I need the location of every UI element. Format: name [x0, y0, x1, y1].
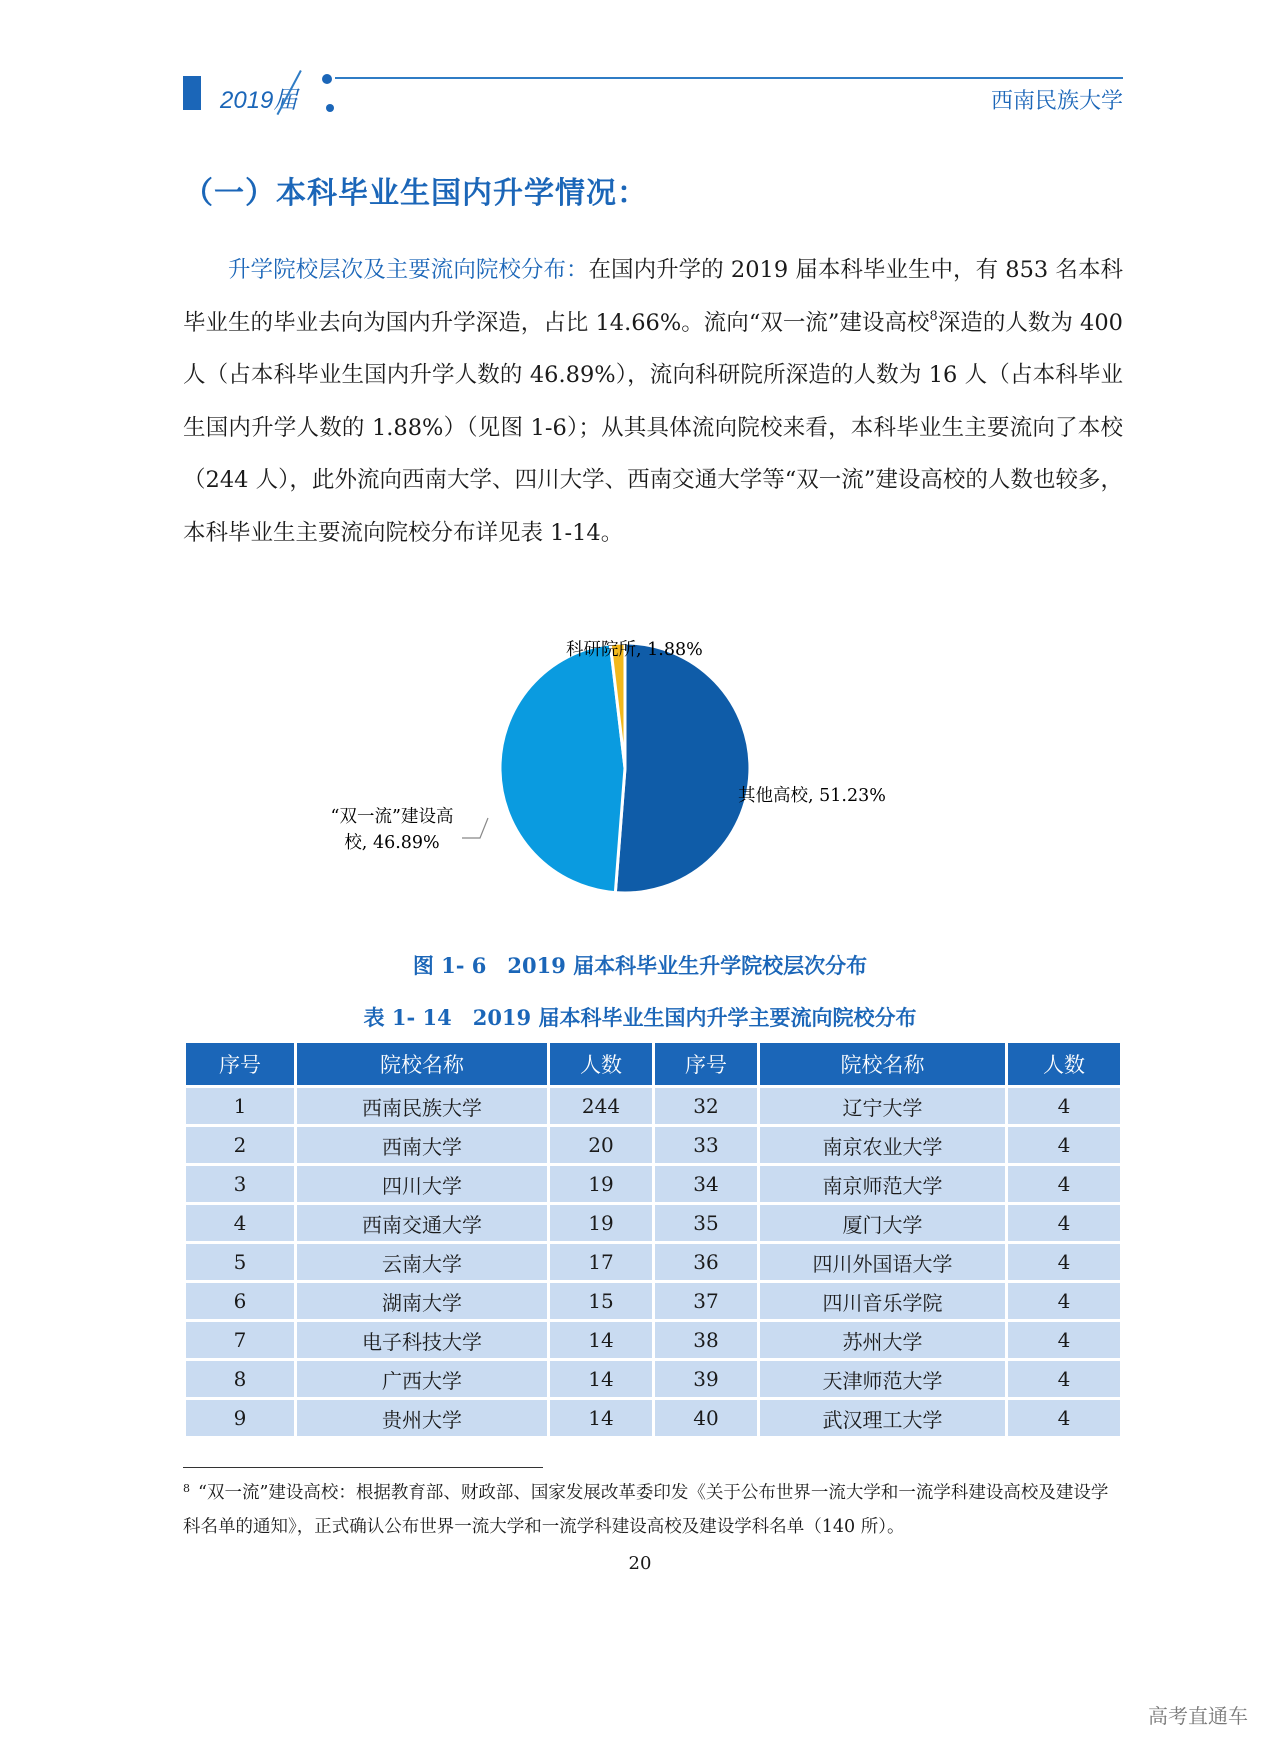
leader-line [462, 818, 488, 838]
cell-count: 4 [1008, 1205, 1120, 1241]
watermark: 高考直通车 [1148, 1704, 1248, 1728]
table-header-row [186, 1043, 1120, 1085]
footnote [183, 1476, 1123, 1544]
label-double-first-class-line1: “双一流”建设高 [330, 807, 454, 827]
cell-index: 39 [655, 1361, 757, 1397]
cell-index: 33 [655, 1127, 757, 1163]
table-row [186, 1283, 1120, 1319]
cell-count: 4 [1008, 1283, 1120, 1319]
footnote-mark: 8 [183, 1482, 190, 1495]
cell-index: 38 [655, 1322, 757, 1358]
section-title: （一）本科毕业生国内升学情况： [183, 176, 648, 211]
cell-school: 南京师范大学 [760, 1166, 1005, 1202]
table-row [186, 1088, 1120, 1124]
cell-count: 14 [550, 1400, 652, 1436]
cell-count: 4 [1008, 1166, 1120, 1202]
header-year: 2019届 [220, 87, 298, 114]
cell-school: 四川音乐学院 [760, 1283, 1005, 1319]
cell-index: 3 [186, 1166, 294, 1202]
cell-school: 武汉理工大学 [760, 1400, 1005, 1436]
footnote-reference[interactable]: 8 [929, 308, 938, 324]
footnote-text: “双一流”建设高校：根据教育部、财政部、国家发展改革委印发《关于公布世界一流大学和一流学科建设高校及建设学科名单的通知》，正式确认公布世界一流大学和一流学科建设高校及建设学科名单（140 所）。 [183, 1483, 1109, 1537]
cell-school: 四川外国语大学 [760, 1244, 1005, 1280]
pie-chart [0, 630, 1280, 930]
cell-school: 云南大学 [297, 1244, 547, 1280]
cell-school: 辽宁大学 [760, 1088, 1005, 1124]
cell-index: 36 [655, 1244, 757, 1280]
cell-count: 244 [550, 1088, 652, 1124]
cell-school: 贵州大学 [297, 1400, 547, 1436]
header-school: 院校名称 [297, 1043, 547, 1085]
cell-count: 19 [550, 1166, 652, 1202]
label-research-institutes: 科研院所, 1.88% [566, 640, 703, 660]
cell-count: 4 [1008, 1361, 1120, 1397]
cell-index: 32 [655, 1088, 757, 1124]
cell-index: 35 [655, 1205, 757, 1241]
header-school: 院校名称 [760, 1043, 1005, 1085]
cell-count: 14 [550, 1361, 652, 1397]
pie-slice-other [615, 643, 750, 893]
cell-count: 17 [550, 1244, 652, 1280]
label-double-first-class-line2: 校, 46.89% [344, 833, 440, 853]
cell-index: 34 [655, 1166, 757, 1202]
table-row [186, 1205, 1120, 1241]
page-number: 20 [628, 1553, 652, 1574]
cell-count: 20 [550, 1127, 652, 1163]
header-rule [335, 77, 1123, 79]
cell-school: 西南大学 [297, 1127, 547, 1163]
paragraph-lead: 升学院校层次及主要流向院校分布： [228, 257, 589, 283]
cell-count: 15 [550, 1283, 652, 1319]
paragraph-text-b: 深造的人数为 400 人（占本科毕业生国内升学人数的 46.89%），流向科研院所深造的人数为 16 人（占本科毕业生国内升学人数的 1.88%）（见图 1-6）；从其具体流向院校来看，本科毕业生主要流向了本校（244 人），此外流向西南大学、四川大学、西南交通大学等“双一流”建设高校的人数也较多，本科毕业生主要流向院校分布详见表 1-14。 [183, 309, 1123, 546]
cell-count: 4 [1008, 1322, 1120, 1358]
header-school-name: 西南民族大学 [990, 89, 1123, 114]
table-row [186, 1244, 1120, 1280]
cell-school: 电子科技大学 [297, 1322, 547, 1358]
cell-count: 4 [1008, 1400, 1120, 1436]
label-other-universities: 其他高校, 51.23% [738, 786, 886, 806]
footnote-rule [183, 1467, 543, 1468]
cell-index: 5 [186, 1244, 294, 1280]
cell-school: 广西大学 [297, 1361, 547, 1397]
header-dot-decoration [322, 74, 332, 84]
table-row [186, 1361, 1120, 1397]
pie-slice-double-first-class [500, 644, 625, 893]
cell-school: 西南民族大学 [297, 1088, 547, 1124]
header-dot-decoration [326, 104, 334, 112]
table-row [186, 1400, 1120, 1436]
cell-index: 8 [186, 1361, 294, 1397]
header-accent-bar [183, 76, 201, 110]
cell-school: 天津师范大学 [760, 1361, 1005, 1397]
cell-school: 厦门大学 [760, 1205, 1005, 1241]
header-index: 序号 [186, 1043, 294, 1085]
table-caption: 表 1- 14 2019 届本科毕业生国内升学主要流向院校分布 [363, 1005, 917, 1030]
body-paragraph [183, 244, 1123, 559]
table-row [186, 1127, 1120, 1163]
cell-index: 4 [186, 1205, 294, 1241]
cell-index: 2 [186, 1127, 294, 1163]
header-index: 序号 [655, 1043, 757, 1085]
cell-school: 苏州大学 [760, 1322, 1005, 1358]
cell-count: 4 [1008, 1127, 1120, 1163]
cell-index: 40 [655, 1400, 757, 1436]
cell-school: 南京农业大学 [760, 1127, 1005, 1163]
cell-school: 四川大学 [297, 1166, 547, 1202]
cell-index: 37 [655, 1283, 757, 1319]
cell-index: 6 [186, 1283, 294, 1319]
table-row [186, 1166, 1120, 1202]
cell-school: 湖南大学 [297, 1283, 547, 1319]
university-table [183, 1040, 1123, 1439]
cell-index: 1 [186, 1088, 294, 1124]
cell-count: 19 [550, 1205, 652, 1241]
cell-count: 4 [1008, 1088, 1120, 1124]
cell-count: 4 [1008, 1244, 1120, 1280]
cell-school: 西南交通大学 [297, 1205, 547, 1241]
table-row [186, 1322, 1120, 1358]
header-count: 人数 [1008, 1043, 1120, 1085]
paragraph-text-a: 在国内升学的 2019 届本科毕业生中，有 853 名本科毕业生的毕业去向为国内升学深造，占比 14.66%。流向“双一流”建设高校 [183, 257, 1123, 336]
figure-caption: 图 1- 6 2019 届本科毕业生升学院校层次分布 [412, 953, 868, 978]
cell-count: 14 [550, 1322, 652, 1358]
cell-index: 7 [186, 1322, 294, 1358]
header-count: 人数 [550, 1043, 652, 1085]
cell-index: 9 [186, 1400, 294, 1436]
